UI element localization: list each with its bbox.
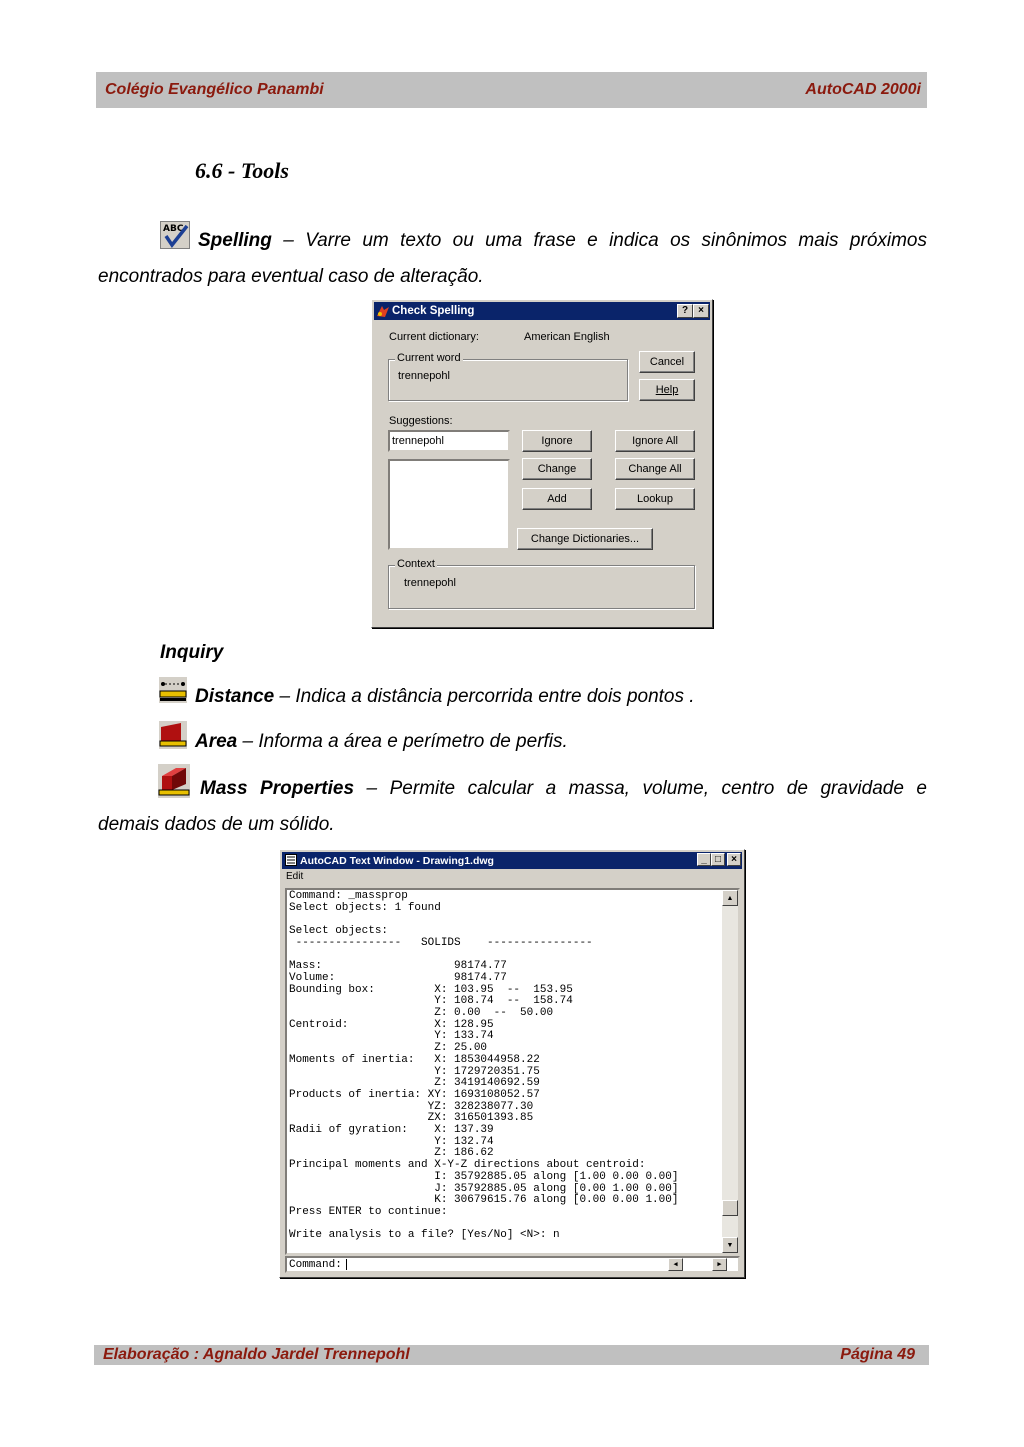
mass-term: Mass Properties <box>200 778 355 799</box>
scroll-left-icon[interactable]: ◀ <box>668 1258 683 1271</box>
spelling-term: Spelling <box>198 230 272 251</box>
text-caret <box>346 1259 347 1270</box>
change-all-button[interactable]: Change All <box>615 458 695 480</box>
suggestion-input[interactable]: trennepohl <box>388 430 510 452</box>
page-header <box>96 72 927 108</box>
area-term: Area <box>195 731 238 752</box>
spelling-desc: – Varre um texto ou uma frase e indica os sinônimos mais próximos <box>271 230 927 251</box>
help-title-button[interactable]: ? <box>677 304 693 318</box>
help-button[interactable]: Help <box>639 379 695 401</box>
autocad-text-window <box>279 849 745 1278</box>
distance-icon <box>159 677 187 703</box>
vertical-scrollbar[interactable] <box>722 890 738 1253</box>
context-value: trennepohl <box>404 577 456 589</box>
scroll-up-icon[interactable]: ▲ <box>722 890 738 906</box>
footer-author: Elaboração : Agnaldo Jardel Trennepohl <box>103 1346 410 1363</box>
suggestions-list[interactable] <box>388 459 510 550</box>
lookup-button[interactable]: Lookup <box>615 488 695 510</box>
current-word-group <box>388 352 628 401</box>
text-window-titlebar[interactable] <box>282 852 742 869</box>
svg-text:ABC: ABC <box>163 224 184 234</box>
current-dictionary-label: Current dictionary: <box>389 331 479 343</box>
spell-app-icon <box>376 304 390 318</box>
page-number: Página 49 <box>840 1346 915 1363</box>
area-icon <box>159 721 187 749</box>
dialog-title: Check Spelling <box>392 305 475 317</box>
minimize-icon[interactable]: _ <box>697 853 711 866</box>
distance-term: Distance <box>195 686 275 707</box>
spelling-icon <box>160 221 190 249</box>
spelling-line1 <box>198 223 927 259</box>
mass-desc: – Permite calcular a massa, volume, centro de gravidade e <box>354 778 927 799</box>
menu-edit[interactable]: Edit <box>286 871 304 882</box>
area-line <box>195 724 915 760</box>
close-title-button[interactable]: × <box>693 304 709 318</box>
current-dictionary-value: American English <box>524 331 610 343</box>
distance-line <box>195 679 915 715</box>
close-icon[interactable]: × <box>727 853 741 866</box>
command-prompt: Command: <box>289 1258 342 1271</box>
page-footer <box>94 1345 929 1365</box>
distance-desc: – Indica a distância percorrida entre dois pontos . <box>274 686 695 707</box>
scroll-thumb[interactable] <box>722 1200 738 1216</box>
context-group <box>388 558 695 609</box>
mass-line2: demais dados de um sólido. <box>98 814 335 835</box>
area-desc: – Informa a área e perímetro de perfis. <box>237 731 568 752</box>
dialog-titlebar[interactable] <box>374 302 710 320</box>
section-title: 6.6 - Tools <box>195 158 289 183</box>
change-button[interactable]: Change <box>522 458 592 480</box>
text-output: Command: _massprop Select objects: 1 found Select objects: ---------------- SOLIDS ---------------- Mass: 98174.77 Volume: 98174.77 Bounding box: X: 103.95 -- 153.95 Y: 108.74 -- 158.74 Z: 0.00 -- 50.00 Centroid: X: 128.95 Y: 133.74 Z: 25.00 Moments of inertia: X: 1853044958.22 Y: 1729720351.75 Z: 3419140692.59 Products of inertia: XY: 1693108052.57 YZ: 328238077.30 ZX: 316501393.85 Radii of gyration: X: 137.39 Y: 132.74 Z: 186.62 Principal moments and X-Y-Z directions about centroid: I: 35792885.05 along [1.00 0.00 0.00] J: 35792885.05 along [0.00 1.00 0.00] K: 30679615.76 along [0.00 0.00 1.00] Press ENTER to continue: Write analysis to a file? [Yes/No] <N>: n <box>289 890 679 1242</box>
header-school: Colégio Evangélico Panambi <box>105 81 324 98</box>
add-button[interactable]: Add <box>522 488 592 510</box>
text-window-title: AutoCAD Text Window - Drawing1.dwg <box>300 854 494 867</box>
mass-line1 <box>200 771 927 807</box>
ignore-all-button[interactable]: Ignore All <box>615 430 695 452</box>
maximize-icon[interactable]: □ <box>711 853 725 866</box>
header-software: AutoCAD 2000i <box>805 81 921 98</box>
cancel-button[interactable]: Cancel <box>639 351 695 373</box>
scroll-right-icon[interactable]: ▶ <box>712 1258 727 1271</box>
check-spelling-dialog <box>371 299 713 628</box>
suggestions-label: Suggestions: <box>389 415 453 427</box>
mass-properties-icon <box>158 764 190 798</box>
text-window-app-icon <box>285 854 297 866</box>
ignore-button[interactable]: Ignore <box>522 430 592 452</box>
spelling-line2: encontrados para eventual caso de alteração. <box>98 266 484 287</box>
current-word-label: Current word <box>397 352 461 364</box>
scroll-down-icon[interactable]: ▼ <box>722 1237 738 1253</box>
current-word-value: trennepohl <box>398 370 450 382</box>
inquiry-heading: Inquiry <box>160 642 224 663</box>
text-output-area[interactable] <box>285 888 740 1255</box>
context-label: Context <box>397 558 435 570</box>
command-line[interactable] <box>285 1256 740 1273</box>
change-dictionaries-button[interactable]: Change Dictionaries... <box>517 528 653 550</box>
